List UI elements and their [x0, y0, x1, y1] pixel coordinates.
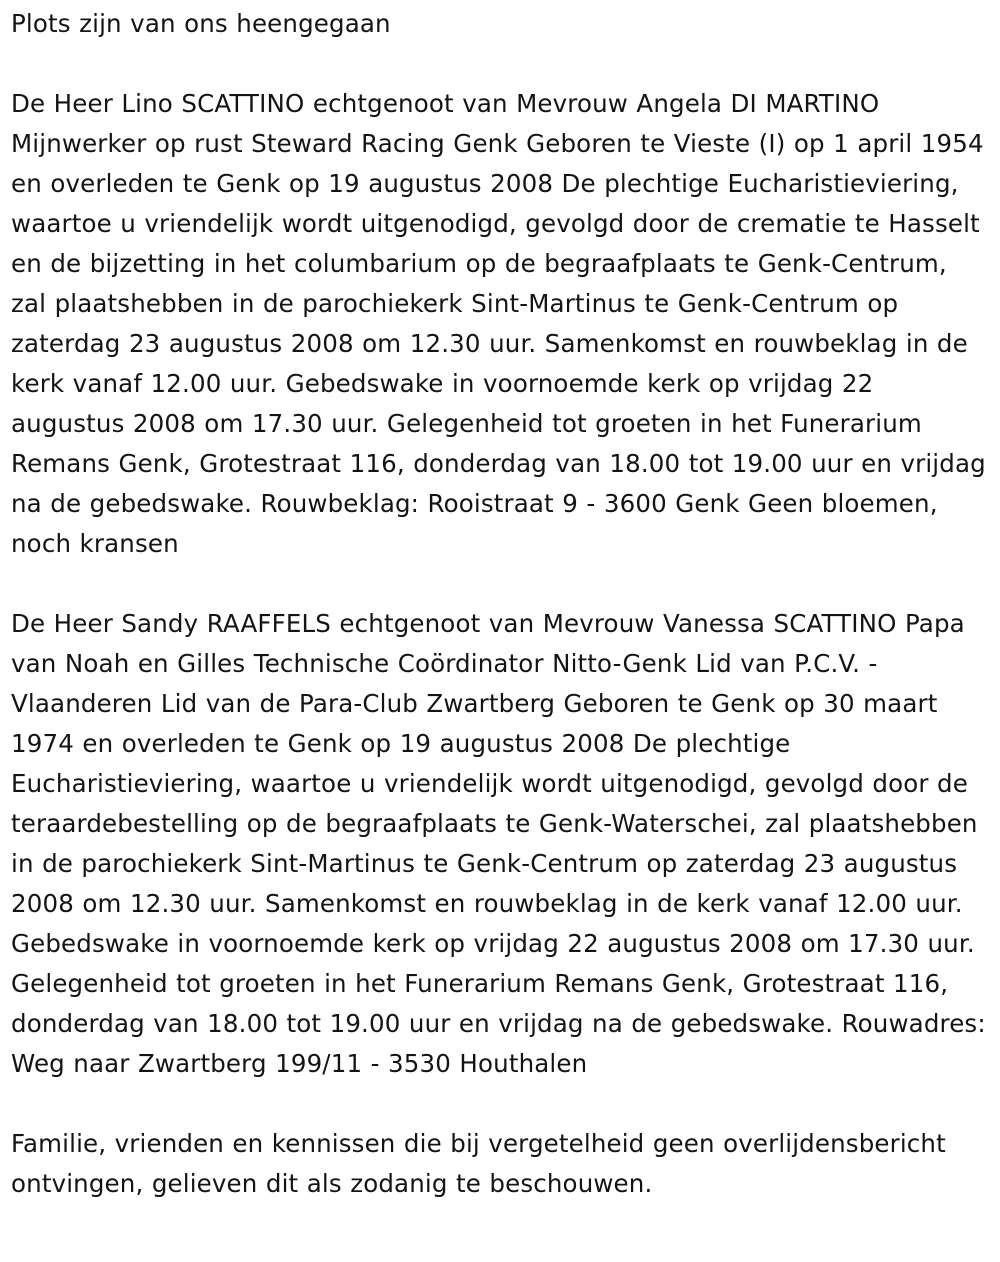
closing-note: Familie, vrienden en kennissen die bij vergetelheid geen overlijdensbericht ontvingen, gelieven dit als zodanig te beschouwen.: [11, 1129, 946, 1198]
notice-sandy-raaffels: De Heer Sandy RAAFFELS echtgenoot van Mevrouw Vanessa SCATTINO Papa van Noah en Gilles Technische Coördinator Nitto-Genk Lid van P.C.V. - Vlaanderen Lid van de Para-Club Zwartberg Geboren te Genk op 30 maart 1974 en overleden te Genk op 19 augustus 2008 De plechtige Eucharistieviering, waartoe u vriendelijk wordt uitgenodigd, gevolgd door de teraardebestelling op de begraafplaats te Genk-Waterschei, zal plaatshebben in de parochiekerk Sint-Martinus te Genk-Centrum op zaterdag 23 augustus 2008 om 12.30 uur. Samenkomst en rouwbeklag in de kerk vanaf 12.00 uur. Gebedswake in voornoemde kerk op vrijdag 22 augustus 2008 om 17.30 uur. Gelegenheid tot groeten in het Funerarium Remans Genk, Grotestraat 116, donderdag van 18.00 tot 19.00 uur en vrijdag na de gebedswake. Rouwadres: Weg naar Zwartberg 199/11 - 3530 Houthalen: [11, 609, 986, 1078]
notice-lino-scattino: De Heer Lino SCATTINO echtgenoot van Mevrouw Angela DI MARTINO Mijnwerker op rust Steward Racing Genk Geboren te Vieste (I) op 1 april 1954 en overleden te Genk op 19 augustus 2008 De plechtige Eucharistieviering, waartoe u vriendelijk wordt uitgenodigd, gevolgd door de crematie te Hasselt en de bijzetting in het columbarium op de begraafplaats te Genk-Centrum, zal plaatshebben in de parochiekerk Sint-Martinus te Genk-Centrum op zaterdag 23 augustus 2008 om 12.30 uur. Samenkomst en rouwbeklag in de kerk vanaf 12.00 uur. Gebedswake in voornoemde kerk op vrijdag 22 augustus 2008 om 17.30 uur. Gelegenheid tot groeten in het Funerarium Remans Genk, Grotestraat 116, donderdag van 18.00 tot 19.00 uur en vrijdag na de gebedswake. Rouwbeklag: Rooistraat 9 - 3600 Genk Geen bloemen, noch kransen: [11, 89, 986, 558]
obituary-document: [11, 0, 986, 1244]
obituary-heading: Plots zijn van ons heengegaan: [11, 9, 391, 38]
